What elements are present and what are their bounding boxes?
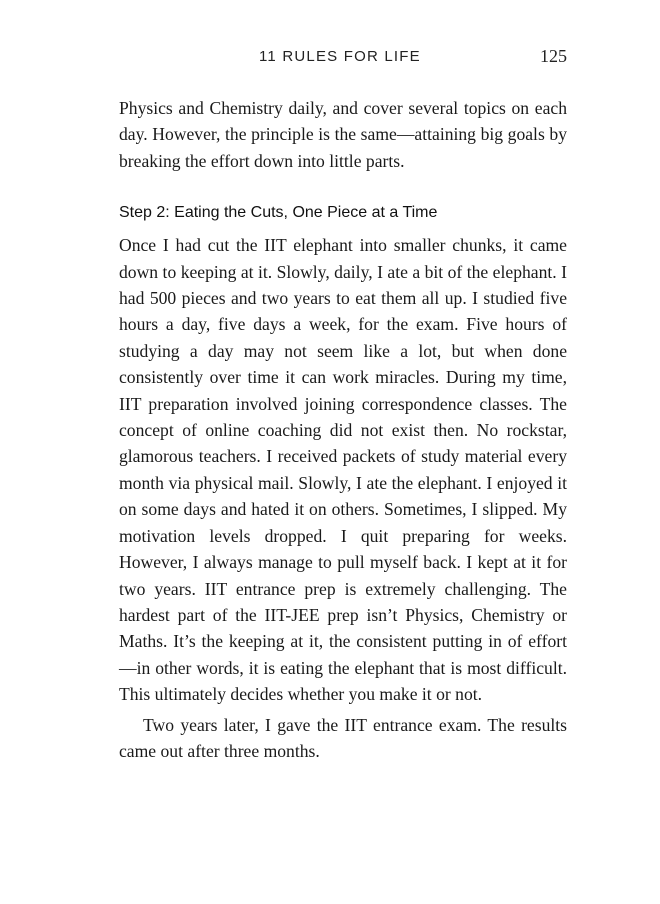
body-text [119,95,567,764]
page-number: 125 [540,46,567,66]
paragraph-main: Once I had cut the IIT elephant into smaller chunks, it came down to keeping at it. Slowly, daily, I ate a bit of the elephant. I had 500 pieces and two years to eat them all up. I studied five hours a day, five days a week, for the exam. Five hours of studying a day may not seem like a lot, but when done consistently over time it can work miracles. During my time, IIT preparation involved joining correspondence classes. The concept of online coaching did not exist then. No rockstar, glamorous teachers. I received packets of study material every month via physical mail. Slowly, I ate the elephant. I enjoyed it on some days and hated it on others. Sometimes, I slipped. My motivation levels dropped. I quit preparing for weeks. However, I always manage to pull myself back. I kept at it for two years. IIT entrance prep is extremely challenging. The hardest part of the IIT-JEE prep isn’t Physics, Chemistry or Maths. It’s the keeping at it, the consistent putting in of effort—in other words, it is eating the elephant that is most difficult. This ultimately decides whether you make it or not. [119,235,567,705]
book-title: 11 RULES FOR LIFE [259,48,421,65]
section-heading: Step 2: Eating the Cuts, One Piece at a Time [119,204,438,222]
paragraph-closing: Two years later, I gave the IIT entrance exam. The results came out after three months. [119,714,567,761]
paragraph-continuation: Physics and Chemistry daily, and cover several topics on each day. However, the principle is the same—attaining big goals by breaking the effort down into little parts. [119,98,567,171]
running-header [0,48,660,72]
